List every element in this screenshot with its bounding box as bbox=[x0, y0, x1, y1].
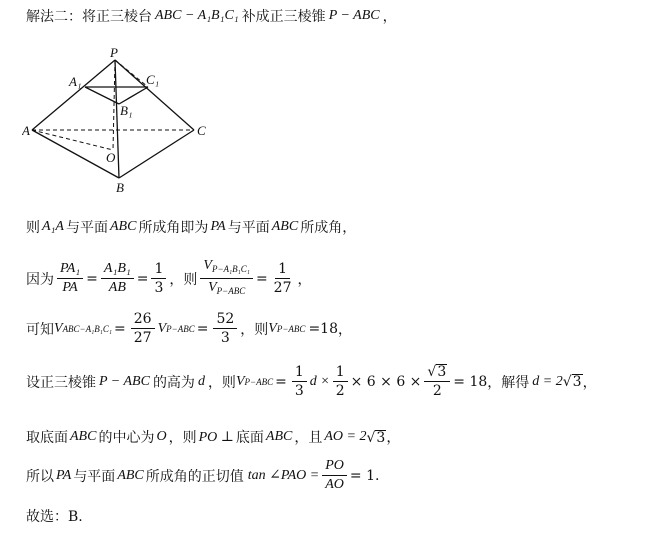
height-result: d = 2 bbox=[532, 373, 563, 389]
equals: = bbox=[255, 270, 268, 287]
radicand: 3 bbox=[376, 429, 386, 446]
numerator: PO bbox=[322, 458, 347, 476]
tangent-value: = 1. bbox=[349, 467, 380, 484]
answer-text: 故选：B. bbox=[26, 509, 83, 525]
equals: = bbox=[275, 373, 287, 390]
volume-subscript: P−ABC bbox=[216, 286, 246, 296]
radicand: 3 bbox=[572, 374, 582, 390]
segment-pa: PA bbox=[56, 467, 72, 483]
numerator: 1 bbox=[292, 364, 307, 382]
answer-line bbox=[26, 506, 83, 526]
text: 与平面 bbox=[73, 468, 116, 485]
pyramid-name: P − ABC bbox=[328, 8, 380, 23]
text: 设正三棱锥 bbox=[26, 374, 96, 391]
height-line bbox=[26, 364, 597, 399]
equals: = bbox=[196, 320, 209, 337]
denominator: PA bbox=[62, 280, 78, 295]
label-P: P bbox=[110, 46, 118, 60]
denominator: 3 bbox=[294, 383, 304, 399]
label-C1: C₁ bbox=[146, 72, 160, 87]
fraction bbox=[101, 261, 134, 296]
fraction bbox=[57, 261, 83, 296]
denominator: 2 bbox=[335, 383, 345, 399]
numerator: 1 bbox=[333, 364, 348, 382]
text: 与平面 bbox=[227, 220, 270, 236]
sqrt: √ 3 bbox=[562, 374, 582, 390]
sqrt: √ 3 bbox=[366, 429, 386, 446]
text: ， bbox=[386, 430, 401, 446]
fraction bbox=[200, 258, 253, 299]
tangent-expression: tan ∠PAO = bbox=[247, 468, 320, 483]
numerator: PA₁ bbox=[57, 261, 83, 279]
fraction bbox=[424, 364, 450, 399]
label-B: B bbox=[116, 180, 124, 195]
tangent-line bbox=[26, 458, 379, 493]
text: ，则 bbox=[169, 271, 198, 288]
numerator: 52 bbox=[213, 311, 237, 329]
denominator: 2 bbox=[432, 383, 442, 399]
text: 可知 bbox=[26, 321, 54, 338]
equals: = bbox=[136, 270, 149, 287]
intro-mid: 补成正三棱锥 bbox=[241, 9, 326, 25]
fraction bbox=[322, 458, 347, 493]
text: 底面 bbox=[235, 430, 264, 446]
pyramid-name: P − ABC bbox=[99, 373, 150, 389]
plane-abc: ABC bbox=[265, 429, 293, 444]
text: 所以 bbox=[26, 468, 54, 485]
denominator: AO bbox=[325, 477, 344, 492]
denominator: AB bbox=[108, 280, 126, 295]
fraction bbox=[292, 364, 307, 399]
ratio-line bbox=[26, 258, 312, 299]
fraction bbox=[271, 261, 295, 296]
volume-line bbox=[26, 311, 352, 346]
segment-a1a: A₁A bbox=[42, 219, 64, 234]
equals: = bbox=[86, 270, 98, 287]
fraction bbox=[131, 311, 155, 346]
denominator: 27 bbox=[273, 280, 292, 296]
label-A: A bbox=[22, 123, 30, 138]
plane-abc: ABC bbox=[70, 429, 97, 444]
text: ， bbox=[582, 374, 597, 391]
text: ，则 bbox=[168, 430, 197, 446]
volume-symbol: V bbox=[235, 373, 245, 389]
text: 与平面 bbox=[65, 220, 108, 236]
numerator: A₁B₁ bbox=[101, 261, 134, 279]
volume-symbol: V bbox=[157, 320, 167, 336]
volume-subscript: P−ABC bbox=[244, 376, 274, 387]
volume-subscript: P−ABC bbox=[166, 323, 195, 334]
volume-subscript: ABC−A₁B₁C₁ bbox=[62, 323, 113, 334]
text: 因为 bbox=[26, 271, 54, 288]
label-O: O bbox=[106, 150, 116, 165]
ao-length: AO = 2 bbox=[324, 429, 367, 444]
equals: = bbox=[114, 320, 126, 337]
center-line bbox=[26, 427, 400, 447]
volume-value: =18 bbox=[308, 320, 338, 337]
text: 的高为 bbox=[152, 374, 195, 391]
text: 所成角， bbox=[300, 220, 357, 236]
numerator: 26 bbox=[131, 311, 155, 329]
intro-prefix: 解法二：将正三棱台 bbox=[26, 9, 152, 25]
radicand: 3 bbox=[437, 364, 447, 380]
volume-symbol: V bbox=[54, 320, 63, 336]
text: 则 bbox=[26, 220, 40, 236]
perpendicular: PO ⊥ bbox=[198, 429, 234, 445]
fraction bbox=[213, 311, 237, 346]
text: ， bbox=[337, 321, 352, 338]
text: × 6 × 6 × bbox=[350, 373, 422, 390]
numerator: 1 bbox=[275, 261, 290, 279]
text: ，解得 bbox=[487, 374, 530, 391]
numerator: 1 bbox=[151, 261, 166, 279]
angle-line bbox=[26, 217, 356, 237]
volume-subscript: P−ABC bbox=[276, 323, 306, 334]
intro-suffix: ， bbox=[382, 9, 397, 25]
text: 所成角即为 bbox=[138, 220, 209, 236]
sqrt: √ 3 bbox=[427, 364, 447, 380]
volume-subscript: P−A₁B₁C₁ bbox=[211, 264, 250, 274]
volume-value: = 18 bbox=[453, 373, 488, 390]
text: 所成角的正切值 bbox=[145, 468, 244, 485]
height-symbol: d bbox=[197, 373, 205, 389]
text: d × bbox=[309, 373, 330, 389]
plane-abc: ABC bbox=[109, 219, 137, 234]
text: ， bbox=[297, 271, 312, 288]
label-C: C bbox=[197, 123, 206, 138]
volume-symbol: V bbox=[208, 280, 217, 295]
volume-symbol: V bbox=[268, 320, 277, 336]
text: 取底面 bbox=[26, 430, 68, 446]
fraction bbox=[333, 364, 348, 399]
label-B1: B₁ bbox=[120, 103, 133, 118]
denominator: 3 bbox=[220, 330, 230, 346]
intro-line bbox=[26, 6, 397, 26]
text: ，且 bbox=[294, 430, 323, 446]
point-o: O bbox=[156, 429, 167, 444]
segment-pa: PA bbox=[210, 219, 226, 234]
volume-symbol: V bbox=[203, 258, 212, 273]
denominator: 27 bbox=[133, 330, 152, 346]
plane-abc: ABC bbox=[271, 219, 299, 234]
plane-abc: ABC bbox=[117, 467, 144, 483]
frustum-name: ABC − A₁B₁C₁ bbox=[155, 8, 239, 23]
denominator: 3 bbox=[154, 280, 164, 296]
pyramid-diagram bbox=[22, 46, 242, 196]
text: ，则 bbox=[240, 321, 269, 338]
label-A1: A₁ bbox=[69, 74, 82, 89]
text: ，则 bbox=[207, 374, 236, 391]
text: 的中心为 bbox=[98, 430, 155, 446]
fraction bbox=[151, 261, 166, 296]
